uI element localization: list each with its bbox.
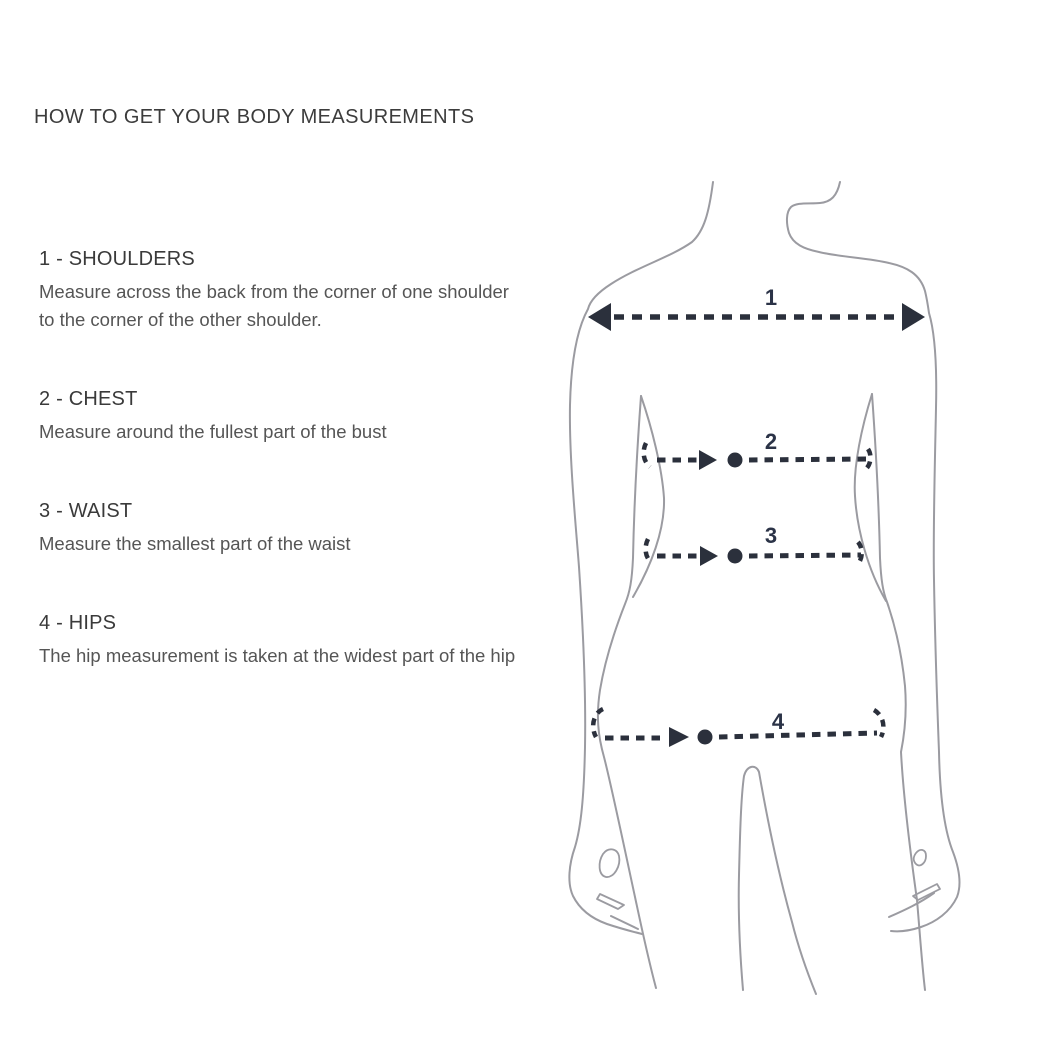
left-bust-curve — [633, 396, 664, 597]
measure-label-shoulders: 1 — [764, 285, 778, 310]
left-thumb-detail — [600, 849, 620, 877]
section-hips-heading: 4 - HIPS — [39, 612, 117, 634]
right-thumb-detail — [914, 850, 926, 866]
section-chest-heading: 2 - CHEST — [39, 388, 138, 410]
tape-dot-icon — [728, 453, 743, 468]
waist-dash-right — [749, 555, 861, 556]
body-diagram-svg — [540, 150, 980, 1030]
arrow-right-icon — [902, 303, 925, 331]
section-shoulders-heading: 1 - SHOULDERS — [39, 248, 195, 270]
right-torso-outline — [872, 394, 925, 990]
chest-right-wrap — [866, 449, 870, 469]
section-waist-description: Measure the smallest part of the waist — [39, 533, 351, 554]
arrow-right-icon — [699, 450, 717, 470]
tape-dot-icon — [698, 730, 713, 745]
section-hips-description: The hip measurement is taken at the widest part of the hip — [39, 645, 516, 666]
section-chest — [39, 386, 517, 446]
waist-left-wrap — [646, 539, 651, 562]
measure-label-hips: 4 — [771, 709, 785, 734]
section-hips — [39, 610, 517, 670]
measure-label-waist: 3 — [764, 523, 778, 548]
section-waist-heading: 3 - WAIST — [39, 500, 133, 522]
chest-measure-arrow — [644, 429, 871, 470]
tape-dot-icon — [728, 549, 743, 564]
arrow-right-icon — [669, 727, 689, 747]
hips-measure-arrow — [593, 709, 883, 747]
arrow-right-icon — [700, 546, 718, 566]
measure-label-chest: 2 — [764, 429, 778, 454]
section-chest-description: Measure around the fullest part of the bust — [39, 421, 387, 442]
left-finger-detail — [597, 894, 624, 909]
body-measurement-diagram — [540, 150, 980, 1030]
left-torso-outline — [598, 396, 656, 988]
chest-dash-right — [749, 459, 869, 460]
page-title: HOW TO GET YOUR BODY MEASUREMENTS — [34, 106, 475, 128]
waist-measure-arrow — [646, 523, 862, 566]
arrow-left-icon — [588, 303, 611, 331]
right-finger-line — [889, 893, 934, 917]
chest-left-wrap — [644, 443, 650, 467]
section-shoulders-description: Measure across the back from the corner of one shoulder to the corner of the other shoulder. — [39, 281, 509, 330]
inner-legs-outline — [739, 767, 816, 994]
section-waist — [39, 498, 517, 558]
shoulder-measure-arrow — [588, 285, 925, 331]
hips-dash-right — [719, 733, 877, 737]
section-shoulders — [39, 246, 517, 334]
